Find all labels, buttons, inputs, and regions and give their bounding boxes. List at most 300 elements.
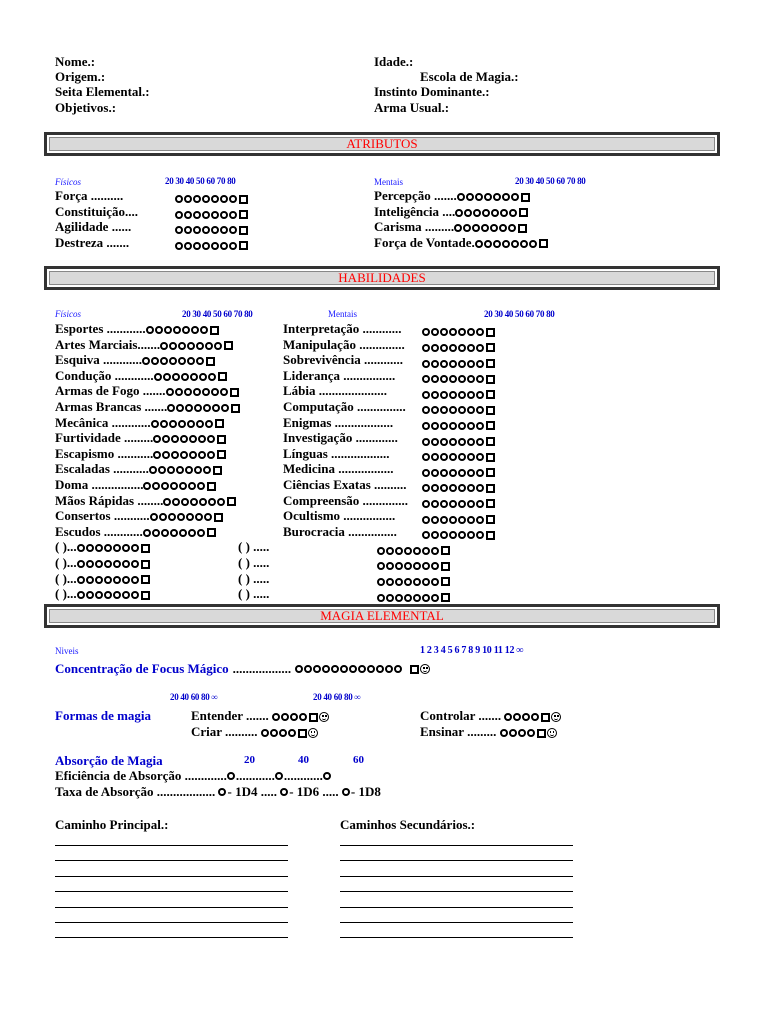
rating-dot[interactable] xyxy=(221,404,229,412)
rating-square[interactable] xyxy=(239,226,248,235)
rating-dot[interactable] xyxy=(481,224,489,232)
rating-dot[interactable] xyxy=(162,451,170,459)
rating-dots[interactable] xyxy=(422,359,495,368)
rating-square[interactable] xyxy=(309,713,318,722)
rating-dot[interactable] xyxy=(187,342,195,350)
rating-dot[interactable] xyxy=(322,665,330,673)
rating-dot[interactable] xyxy=(463,224,471,232)
rating-dot[interactable] xyxy=(476,484,484,492)
rating-dot[interactable] xyxy=(175,388,183,396)
rating-dot[interactable] xyxy=(404,578,412,586)
rating-dot[interactable] xyxy=(77,576,85,584)
rating-square[interactable] xyxy=(213,466,222,475)
rating-dot[interactable] xyxy=(500,209,508,217)
rating-dot[interactable] xyxy=(159,513,167,521)
rating-dot[interactable] xyxy=(194,466,202,474)
rating-dots[interactable] xyxy=(504,712,561,722)
rating-square[interactable] xyxy=(207,482,216,491)
rating-dot[interactable] xyxy=(386,594,394,602)
rating-dot[interactable] xyxy=(178,342,186,350)
rating-dot[interactable] xyxy=(167,404,175,412)
rating-dot[interactable] xyxy=(440,516,448,524)
rating-dot[interactable] xyxy=(476,422,484,430)
rating-dot[interactable] xyxy=(431,547,439,555)
rating-square[interactable] xyxy=(218,372,227,381)
rating-dot[interactable] xyxy=(198,451,206,459)
rating-dot[interactable] xyxy=(458,422,466,430)
rating-dots[interactable] xyxy=(422,468,495,477)
rating-dot[interactable] xyxy=(422,594,430,602)
rating-dots[interactable] xyxy=(261,728,318,738)
rating-dot[interactable] xyxy=(440,531,448,539)
rating-dot[interactable] xyxy=(197,482,205,490)
rating-dot[interactable] xyxy=(196,342,204,350)
rating-dot[interactable] xyxy=(449,516,457,524)
rating-dot[interactable] xyxy=(153,435,161,443)
rating-dot[interactable] xyxy=(440,328,448,336)
caminho-principal-line[interactable] xyxy=(55,937,288,938)
rating-dot[interactable] xyxy=(181,498,189,506)
rating-dot[interactable] xyxy=(431,375,439,383)
rating-dot[interactable] xyxy=(86,591,94,599)
rating-dot[interactable] xyxy=(185,404,193,412)
rating-dot[interactable] xyxy=(458,438,466,446)
eficiencia-dot-20[interactable] xyxy=(227,772,235,780)
rating-dots[interactable] xyxy=(422,499,495,508)
smiley-icon[interactable] xyxy=(319,712,329,722)
rating-dots[interactable] xyxy=(422,421,495,430)
rating-dots[interactable] xyxy=(422,453,495,462)
rating-dot[interactable] xyxy=(199,373,207,381)
rating-dot[interactable] xyxy=(175,211,183,219)
rating-dot[interactable] xyxy=(467,500,475,508)
rating-dot[interactable] xyxy=(431,531,439,539)
rating-dot[interactable] xyxy=(473,209,481,217)
rating-dot[interactable] xyxy=(422,531,430,539)
rating-square[interactable] xyxy=(486,453,495,462)
rating-dots[interactable] xyxy=(455,208,528,217)
rating-dot[interactable] xyxy=(518,729,526,737)
caminho-principal-line[interactable] xyxy=(55,907,288,908)
rating-dot[interactable] xyxy=(467,344,475,352)
rating-dot[interactable] xyxy=(168,513,176,521)
rating-dot[interactable] xyxy=(476,531,484,539)
rating-dot[interactable] xyxy=(431,516,439,524)
rating-dot[interactable] xyxy=(476,344,484,352)
rating-dot[interactable] xyxy=(467,453,475,461)
rating-dot[interactable] xyxy=(529,240,537,248)
rating-dot[interactable] xyxy=(163,498,171,506)
rating-dot[interactable] xyxy=(281,713,289,721)
rating-dot[interactable] xyxy=(288,729,296,737)
rating-dot[interactable] xyxy=(440,422,448,430)
rating-dot[interactable] xyxy=(475,240,483,248)
rating-square[interactable] xyxy=(486,328,495,337)
rating-dot[interactable] xyxy=(122,560,130,568)
rating-dot[interactable] xyxy=(184,226,192,234)
taxa-dot-1d8[interactable] xyxy=(342,788,350,796)
rating-square[interactable] xyxy=(486,375,495,384)
rating-dot[interactable] xyxy=(169,357,177,365)
rating-dot[interactable] xyxy=(172,498,180,506)
rating-dot[interactable] xyxy=(440,500,448,508)
rating-dot[interactable] xyxy=(467,391,475,399)
rating-dots[interactable] xyxy=(77,575,150,584)
rating-dots[interactable] xyxy=(457,193,530,202)
rating-dot[interactable] xyxy=(207,451,215,459)
rating-dot[interactable] xyxy=(440,375,448,383)
rating-dot[interactable] xyxy=(163,373,171,381)
rating-dot[interactable] xyxy=(449,531,457,539)
rating-dot[interactable] xyxy=(467,328,475,336)
rating-square[interactable] xyxy=(537,729,546,738)
rating-dot[interactable] xyxy=(184,388,192,396)
rating-square[interactable] xyxy=(227,497,236,506)
rating-dot[interactable] xyxy=(198,435,206,443)
rating-dot[interactable] xyxy=(476,453,484,461)
rating-dot[interactable] xyxy=(413,562,421,570)
rating-dot[interactable] xyxy=(184,211,192,219)
rating-dot[interactable] xyxy=(504,713,512,721)
rating-dots[interactable] xyxy=(153,450,226,459)
rating-dot[interactable] xyxy=(113,560,121,568)
rating-dot[interactable] xyxy=(331,665,339,673)
rating-dot[interactable] xyxy=(212,404,220,412)
rating-dot[interactable] xyxy=(95,560,103,568)
rating-square[interactable] xyxy=(486,468,495,477)
rating-dot[interactable] xyxy=(511,193,519,201)
rating-dot[interactable] xyxy=(208,373,216,381)
rating-dot[interactable] xyxy=(193,242,201,250)
rating-dot[interactable] xyxy=(449,391,457,399)
rating-dots[interactable] xyxy=(153,435,226,444)
rating-dots[interactable] xyxy=(77,544,150,553)
rating-dot[interactable] xyxy=(431,594,439,602)
rating-dot[interactable] xyxy=(171,435,179,443)
rating-square[interactable] xyxy=(215,419,224,428)
rating-dots[interactable] xyxy=(151,419,224,428)
rating-dot[interactable] xyxy=(160,420,168,428)
rating-dot[interactable] xyxy=(104,591,112,599)
rating-dots[interactable] xyxy=(422,390,495,399)
rating-dot[interactable] xyxy=(104,544,112,552)
rating-dot[interactable] xyxy=(458,484,466,492)
rating-dot[interactable] xyxy=(152,482,160,490)
rating-dot[interactable] xyxy=(385,665,393,673)
rating-dot[interactable] xyxy=(386,562,394,570)
caminho-principal-line[interactable] xyxy=(55,922,288,923)
rating-dot[interactable] xyxy=(203,466,211,474)
rating-dots[interactable] xyxy=(500,728,557,738)
rating-dot[interactable] xyxy=(458,531,466,539)
rating-dot[interactable] xyxy=(131,591,139,599)
rating-dot[interactable] xyxy=(476,469,484,477)
controlar-dots[interactable] xyxy=(504,712,561,722)
rating-dot[interactable] xyxy=(149,466,157,474)
eficiencia-dot-60[interactable] xyxy=(323,772,331,780)
rating-dots[interactable] xyxy=(175,241,248,250)
rating-dot[interactable] xyxy=(187,357,195,365)
rating-dots[interactable] xyxy=(143,528,216,537)
rating-dot[interactable] xyxy=(475,193,483,201)
rating-square[interactable] xyxy=(541,713,550,722)
rating-dot[interactable] xyxy=(449,360,457,368)
rating-dot[interactable] xyxy=(431,453,439,461)
rating-dot[interactable] xyxy=(422,469,430,477)
rating-dot[interactable] xyxy=(458,328,466,336)
rating-dot[interactable] xyxy=(404,594,412,602)
rating-dot[interactable] xyxy=(395,578,403,586)
rating-square[interactable] xyxy=(141,544,150,553)
rating-dot[interactable] xyxy=(493,193,501,201)
rating-dot[interactable] xyxy=(449,344,457,352)
rating-dots[interactable] xyxy=(160,341,233,350)
rating-dot[interactable] xyxy=(188,529,196,537)
rating-dot[interactable] xyxy=(211,388,219,396)
rating-dot[interactable] xyxy=(146,326,154,334)
rating-dot[interactable] xyxy=(160,357,168,365)
rating-dot[interactable] xyxy=(431,500,439,508)
rating-dots[interactable] xyxy=(175,195,248,204)
caminho-secundario-line[interactable] xyxy=(340,876,573,877)
caminho-secundario-line[interactable] xyxy=(340,860,573,861)
rating-dot[interactable] xyxy=(86,576,94,584)
rating-dot[interactable] xyxy=(422,391,430,399)
rating-dot[interactable] xyxy=(104,576,112,584)
rating-dot[interactable] xyxy=(122,591,130,599)
rating-dot[interactable] xyxy=(180,451,188,459)
rating-dot[interactable] xyxy=(167,466,175,474)
rating-dot[interactable] xyxy=(467,360,475,368)
rating-dot[interactable] xyxy=(476,406,484,414)
rating-dot[interactable] xyxy=(197,529,205,537)
rating-dot[interactable] xyxy=(172,373,180,381)
rating-dot[interactable] xyxy=(449,422,457,430)
rating-dot[interactable] xyxy=(458,344,466,352)
rating-dot[interactable] xyxy=(458,469,466,477)
smiley-icon[interactable] xyxy=(420,664,430,674)
rating-square[interactable] xyxy=(217,435,226,444)
rating-dot[interactable] xyxy=(104,560,112,568)
rating-dot[interactable] xyxy=(217,498,225,506)
rating-dot[interactable] xyxy=(422,406,430,414)
rating-dot[interactable] xyxy=(449,453,457,461)
rating-dots[interactable] xyxy=(154,372,227,381)
criar-dots[interactable] xyxy=(261,728,318,738)
rating-dot[interactable] xyxy=(422,328,430,336)
rating-dot[interactable] xyxy=(220,388,228,396)
rating-dot[interactable] xyxy=(422,360,430,368)
rating-dots[interactable] xyxy=(146,326,219,335)
rating-dot[interactable] xyxy=(467,422,475,430)
rating-dot[interactable] xyxy=(161,482,169,490)
rating-dot[interactable] xyxy=(211,195,219,203)
rating-dot[interactable] xyxy=(491,209,499,217)
rating-dot[interactable] xyxy=(202,211,210,219)
rating-dot[interactable] xyxy=(467,438,475,446)
rating-dot[interactable] xyxy=(179,482,187,490)
rating-dot[interactable] xyxy=(386,547,394,555)
rating-dot[interactable] xyxy=(395,547,403,555)
rating-dot[interactable] xyxy=(152,529,160,537)
rating-dot[interactable] xyxy=(449,406,457,414)
concentracao-dots[interactable] xyxy=(295,664,430,674)
rating-dot[interactable] xyxy=(431,360,439,368)
rating-dot[interactable] xyxy=(77,591,85,599)
entender-dots[interactable] xyxy=(272,712,329,722)
rating-dot[interactable] xyxy=(476,360,484,368)
rating-square[interactable] xyxy=(410,665,419,674)
rating-square[interactable] xyxy=(486,515,495,524)
rating-dot[interactable] xyxy=(422,453,430,461)
rating-dot[interactable] xyxy=(189,435,197,443)
rating-dot[interactable] xyxy=(431,391,439,399)
rating-dot[interactable] xyxy=(458,375,466,383)
rating-dot[interactable] xyxy=(211,211,219,219)
rating-dot[interactable] xyxy=(458,406,466,414)
rating-dot[interactable] xyxy=(422,344,430,352)
rating-dot[interactable] xyxy=(185,466,193,474)
rating-square[interactable] xyxy=(441,562,450,571)
rating-dot[interactable] xyxy=(413,578,421,586)
caminho-secundario-line[interactable] xyxy=(340,907,573,908)
rating-dot[interactable] xyxy=(202,195,210,203)
rating-dot[interactable] xyxy=(290,713,298,721)
rating-square[interactable] xyxy=(486,437,495,446)
rating-square[interactable] xyxy=(239,195,248,204)
rating-dot[interactable] xyxy=(164,326,172,334)
rating-dot[interactable] xyxy=(169,342,177,350)
rating-dot[interactable] xyxy=(176,404,184,412)
rating-dot[interactable] xyxy=(199,498,207,506)
rating-dot[interactable] xyxy=(169,420,177,428)
rating-dot[interactable] xyxy=(349,665,357,673)
rating-dot[interactable] xyxy=(440,406,448,414)
rating-dot[interactable] xyxy=(220,211,228,219)
rating-dots[interactable] xyxy=(163,497,236,506)
rating-dot[interactable] xyxy=(476,516,484,524)
rating-dots[interactable] xyxy=(475,239,548,248)
rating-dot[interactable] xyxy=(431,484,439,492)
rating-dot[interactable] xyxy=(467,406,475,414)
rating-dot[interactable] xyxy=(313,665,321,673)
rating-dot[interactable] xyxy=(431,406,439,414)
rating-dot[interactable] xyxy=(176,466,184,474)
rating-dot[interactable] xyxy=(181,373,189,381)
caminho-principal-line[interactable] xyxy=(55,876,288,877)
rating-dots[interactable] xyxy=(175,210,248,219)
rating-square[interactable] xyxy=(486,343,495,352)
rating-dot[interactable] xyxy=(160,342,168,350)
rating-dot[interactable] xyxy=(449,438,457,446)
rating-square[interactable] xyxy=(518,224,527,233)
rating-dot[interactable] xyxy=(170,529,178,537)
rating-dot[interactable] xyxy=(194,404,202,412)
rating-dot[interactable] xyxy=(431,328,439,336)
rating-dot[interactable] xyxy=(455,209,463,217)
rating-dot[interactable] xyxy=(476,500,484,508)
rating-dot[interactable] xyxy=(272,713,280,721)
rating-square[interactable] xyxy=(141,575,150,584)
rating-dot[interactable] xyxy=(377,547,385,555)
rating-dot[interactable] xyxy=(154,373,162,381)
rating-dot[interactable] xyxy=(395,562,403,570)
rating-dots[interactable] xyxy=(175,226,248,235)
rating-dot[interactable] xyxy=(178,420,186,428)
rating-dot[interactable] xyxy=(467,531,475,539)
rating-dot[interactable] xyxy=(413,547,421,555)
rating-dot[interactable] xyxy=(482,209,490,217)
rating-dot[interactable] xyxy=(113,591,121,599)
rating-dot[interactable] xyxy=(499,224,507,232)
rating-dots[interactable] xyxy=(143,482,216,491)
rating-dot[interactable] xyxy=(205,420,213,428)
rating-square[interactable] xyxy=(230,388,239,397)
rating-dot[interactable] xyxy=(188,482,196,490)
rating-dot[interactable] xyxy=(86,544,94,552)
rating-dots[interactable] xyxy=(167,404,240,413)
rating-dot[interactable] xyxy=(422,500,430,508)
rating-dot[interactable] xyxy=(520,240,528,248)
caminho-secundario-line[interactable] xyxy=(340,937,573,938)
rating-dot[interactable] xyxy=(220,242,228,250)
rating-dot[interactable] xyxy=(77,544,85,552)
rating-dots[interactable] xyxy=(422,437,495,446)
rating-square[interactable] xyxy=(239,241,248,250)
rating-dot[interactable] xyxy=(440,484,448,492)
rating-dot[interactable] xyxy=(440,391,448,399)
rating-square[interactable] xyxy=(521,193,530,202)
rating-dot[interactable] xyxy=(458,453,466,461)
rating-dot[interactable] xyxy=(229,226,237,234)
rating-square[interactable] xyxy=(486,359,495,368)
rating-dots[interactable] xyxy=(422,531,495,540)
rating-square[interactable] xyxy=(486,406,495,415)
rating-square[interactable] xyxy=(207,528,216,537)
taxa-dot-1d6[interactable] xyxy=(280,788,288,796)
rating-dot[interactable] xyxy=(422,484,430,492)
rating-dot[interactable] xyxy=(422,438,430,446)
rating-dot[interactable] xyxy=(394,665,402,673)
rating-dot[interactable] xyxy=(476,328,484,336)
caminho-secundario-line[interactable] xyxy=(340,891,573,892)
rating-dot[interactable] xyxy=(413,594,421,602)
rating-dot[interactable] xyxy=(422,422,430,430)
rating-dot[interactable] xyxy=(261,729,269,737)
rating-dots[interactable] xyxy=(142,357,215,366)
rating-dot[interactable] xyxy=(358,665,366,673)
rating-dot[interactable] xyxy=(509,209,517,217)
rating-square[interactable] xyxy=(441,577,450,586)
rating-dots[interactable] xyxy=(377,593,450,602)
rating-dot[interactable] xyxy=(155,326,163,334)
rating-dot[interactable] xyxy=(458,516,466,524)
rating-dot[interactable] xyxy=(184,195,192,203)
rating-dot[interactable] xyxy=(229,195,237,203)
rating-dot[interactable] xyxy=(377,594,385,602)
rating-dot[interactable] xyxy=(178,357,186,365)
rating-dot[interactable] xyxy=(431,438,439,446)
rating-dot[interactable] xyxy=(122,544,130,552)
rating-dot[interactable] xyxy=(211,242,219,250)
rating-dot[interactable] xyxy=(458,391,466,399)
rating-square[interactable] xyxy=(486,499,495,508)
rating-dot[interactable] xyxy=(158,466,166,474)
rating-dot[interactable] xyxy=(511,240,519,248)
rating-dot[interactable] xyxy=(508,224,516,232)
rating-dot[interactable] xyxy=(467,375,475,383)
rating-square[interactable] xyxy=(217,450,226,459)
